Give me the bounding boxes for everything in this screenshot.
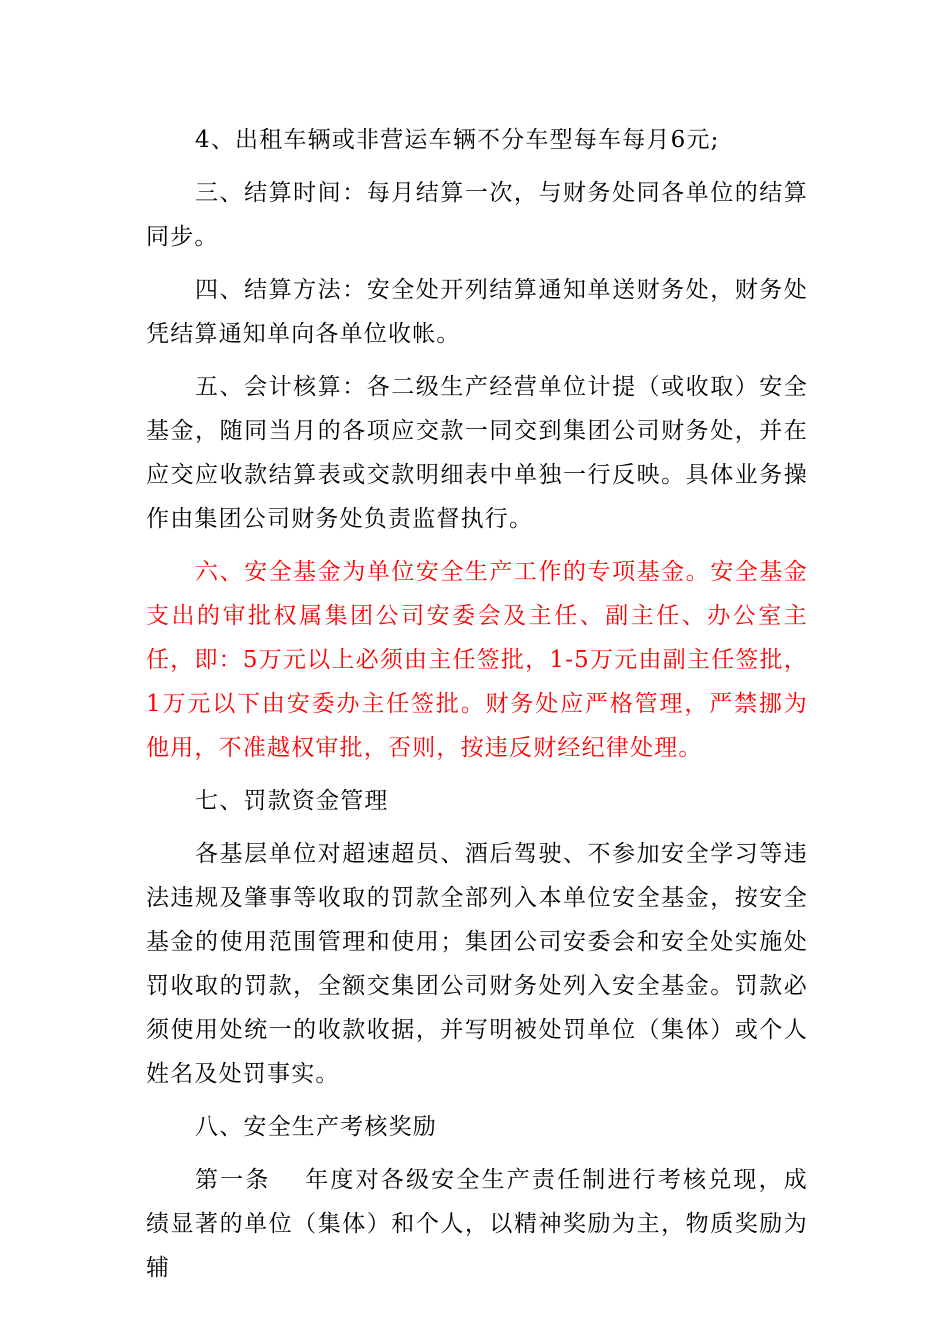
paragraph-settlement-time: 三、结算时间：每月结算一次，与财务处同各单位的结算同步。	[146, 180, 808, 250]
heading-fine-management: 七、罚款资金管理	[195, 788, 389, 814]
document-page	[146, 118, 808, 1290]
heading-assessment-reward: 八、安全生产考核奖励	[195, 1114, 437, 1140]
paragraph-article-one: 第一条 年度对各级安全生产责任制进行考核兑现，成绩显著的单位（集体）和个人，以精神奖励为主，物质奖励为辅	[146, 1167, 808, 1281]
paragraph-fund-approval: 六、安全基金为单位安全生产工作的专项基金。安全基金支出的审批权属集团公司安委会及主任、副主任、办公室主任，即：5万元以上必须由主任签批，1-5万元由副主任签批，1万元以下由安委办主任签批。财务处应严格管理，严禁挪为他用，不准越权审批，否则，按违反财经纪律处理。	[146, 559, 808, 761]
paragraph-accounting: 五、会计核算：各二级生产经营单位计提（或收取）安全基金，随同当月的各项应交款一同交到集团公司财务处，并在应交应收款结算表或交款明细表中单独一行反映。具体业务操作由集团公司财务处负责监督执行。	[146, 374, 808, 532]
paragraph-fine-rules: 各基层单位对超速超员、酒后驾驶、不参加安全学习等违法违规及肇事等收取的罚款全部列入本单位安全基金，按安全基金的使用范围管理和使用；集团公司安委会和安全处实施处罚收取的罚款，全额交集团公司财务处列入安全基金。罚款必须使用处统一的收款收据，并写明被处罚单位（集体）或个人姓名及处罚事实。	[146, 841, 808, 1087]
paragraph-settlement-method: 四、结算方法：安全处开列结算通知单送财务处，财务处凭结算通知单向各单位收帐。	[146, 277, 808, 347]
paragraph-item-4: 4、出租车辆或非营运车辆不分车型每车每月6元;	[195, 127, 720, 153]
